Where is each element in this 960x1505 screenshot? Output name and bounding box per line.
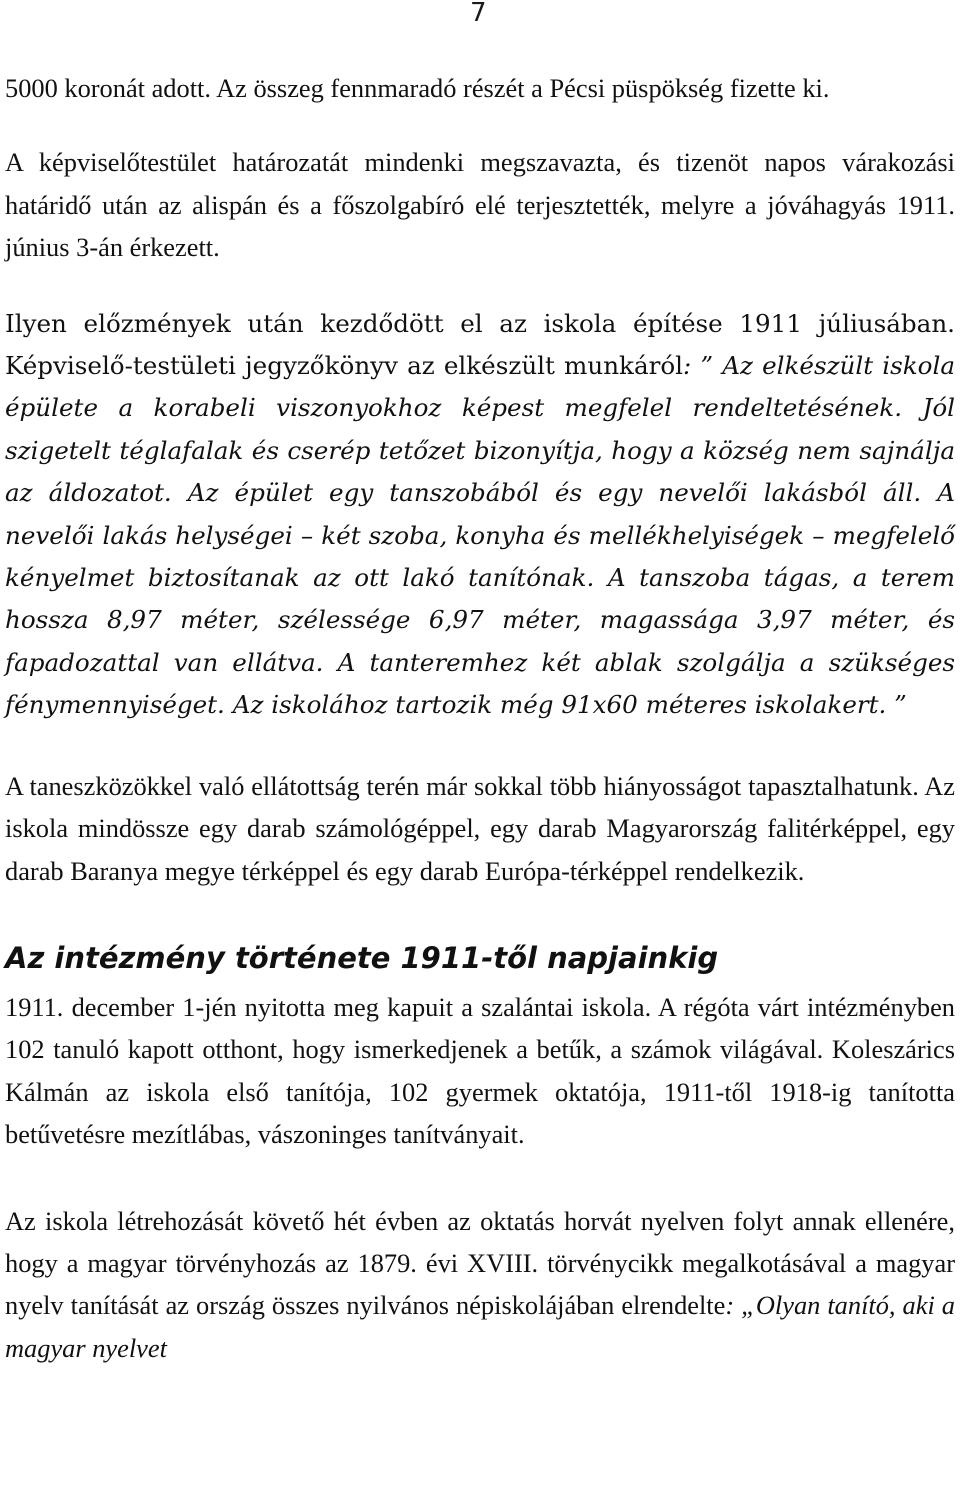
paragraph-payment: 5000 koronát adott. Az összeg fennmaradó részét a Pécsi püspökség fizette ki. [5, 73, 830, 103]
language-quote-text: : „Olyan tanító, aki a magyar nyelvet [5, 1290, 955, 1363]
minutes-quote-text: : ” Az elkészült iskola épülete a korabeli viszonyokhoz képest megfelel rendeltetésének. Jól szigetelt téglafalak és cserép tetőzet bizonyítja, hogy a község nem sajnálja az áldozatot. Az épület egy tanszobából és egy nevelői lakásból áll. A nevelői lakás helységei – két szoba, konyha és mellékhelyiségek – megfelelő kényelmet biztosítanak az ott lakó tanítónak. A tanszoba tágas, a terem hossza 8,97 méter, szélessége 6,97 méter, magassága 3,97 méter, és fapadozattal van ellátva. A tanteremhez két ablak szolgálja a szükséges fénymennyiséget. Az iskolához tartozik még 91x60 méteres iskolakert. ” [5, 351, 955, 720]
paragraph-equipment: A taneszközökkel való ellátottság terén már sokkal több hiányosságot tapasztalhatunk. Az iskola mindössze egy darab számológéppel, egy darab Magyarország falitérképpel, egy darab Baranya megye térképpel és egy darab Európa-térképpel rendelkezik. [5, 770, 955, 886]
construction-start-text: Ilyen előzmények után kezdődött el az iskola építése 1911 júliusában. [5, 308, 955, 338]
paragraph-construction [5, 303, 955, 727]
language-history-text: Az iskola létrehozását követő hét évben az oktatás horvát nyelven folyt annak ellenére, hogy a magyar törvényhozás az 1879. évi XVIII. törvénycikk megalkotásával a magyar nyelv tanítását az ország összes nyilvános népiskolájában elrendelte [5, 1205, 955, 1321]
minutes-intro-text: Képviselő-testületi jegyzőkönyv az elkészült munkáról [5, 351, 684, 381]
section-heading: Az intézmény története 1911-től napjainkig [5, 940, 719, 975]
paragraph-language [5, 1200, 955, 1370]
paragraph-opening: 1911. december 1-jén nyitotta meg kapuit a szalántai iskola. A régóta várt intézményben 102 tanuló kapott otthont, hogy ismerkedjenek a betűk, a számok világával. Koleszárics Kálmán az iskola első tanítója, 102 gyermek oktatója, 1911-től 1918-ig tanította betűvetésre mezítlábas, vászoninges tanítványait. [5, 991, 955, 1150]
page-content [5, 67, 955, 1369]
page-number: 7 [470, 0, 487, 28]
paragraph-approval: A képviselőtestület határozatát mindenki megszavazta, és tizenöt napos várakozási határidő után az alispán és a főszolgabíró elé terjesztették, melyre a jóváhagyás 1911. június 3-án érkezett. [5, 147, 955, 263]
